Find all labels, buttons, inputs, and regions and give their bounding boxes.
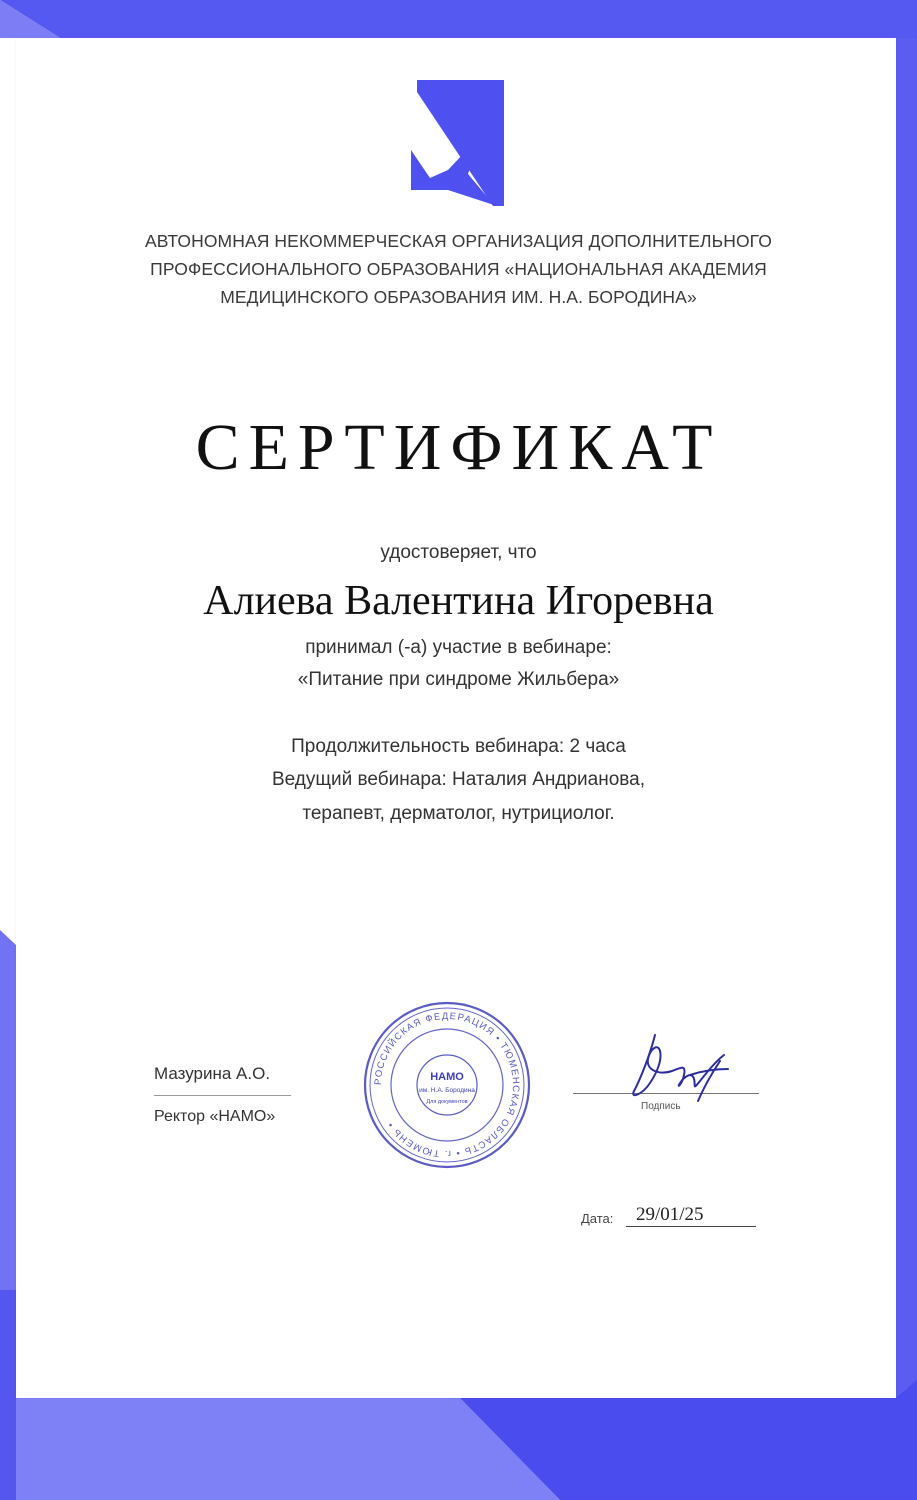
webinar-title: «Питание при синдроме Жильбера» — [297, 669, 620, 690]
official-stamp — [362, 1000, 532, 1170]
organization-line-2: ПРОФЕССИОНАЛЬНОГО ОБРАЗОВАНИЯ «НАЦИОНАЛЬНАЯ АКАДЕМИЯ — [150, 259, 767, 279]
date-value: 29/01/25 — [626, 1204, 756, 1227]
certifies-text: удостоверяет, что — [380, 542, 537, 563]
stamp-center-name: НАМО — [430, 1071, 464, 1083]
participation-text: принимал (-а) участие в вебинаре: — [305, 637, 612, 658]
organization-line-3: МЕДИЦИНСКОГО ОБРАЗОВАНИЯ ИМ. Н.А. БОРОДИНА» — [220, 287, 697, 307]
academy-logo — [408, 80, 504, 206]
webinar-duration: Продолжительность вебинара: 2 часа — [291, 736, 626, 757]
organization-line-1: АВТОНОМНАЯ НЕКОММЕРЧЕСКАЯ ОРГАНИЗАЦИЯ ДОПОЛНИТЕЛЬНОГО — [145, 231, 772, 251]
stamp-outer-text: РОССИЙСКАЯ ФЕДЕРАЦИЯ • ТЮМЕНСКАЯ ОБЛАСТЬ • г. ТЮМЕНЬ • — [372, 1010, 522, 1160]
svg-text:РОССИЙСКАЯ ФЕДЕРАЦИЯ • ТЮМЕНСК — [373, 1011, 521, 1159]
top-band — [0, 0, 917, 38]
webinar-host: Ведущий вебинара: Наталия Андрианова, — [271, 769, 645, 790]
stamp-center-sub: им. Н.А. Бородина — [419, 1087, 475, 1094]
certificate-title: СЕРТИФИКАТ — [195, 411, 722, 484]
left-band — [0, 930, 16, 1290]
signatory-divider — [154, 1095, 291, 1096]
signatory-title: Ректор «НАМО» — [154, 1108, 276, 1125]
date-label: Дата: — [581, 1211, 614, 1226]
left-band-lower — [0, 1290, 16, 1500]
signature-label: Подпись — [641, 1101, 681, 1112]
stamp-center-note: Для документов — [426, 1099, 468, 1105]
signatory-name: Мазурина А.О. — [154, 1064, 271, 1083]
webinar-host-roles: терапевт, дерматолог, нутрициолог. — [302, 803, 615, 824]
recipient-name: Алиева Валентина Игоревна — [203, 578, 714, 624]
